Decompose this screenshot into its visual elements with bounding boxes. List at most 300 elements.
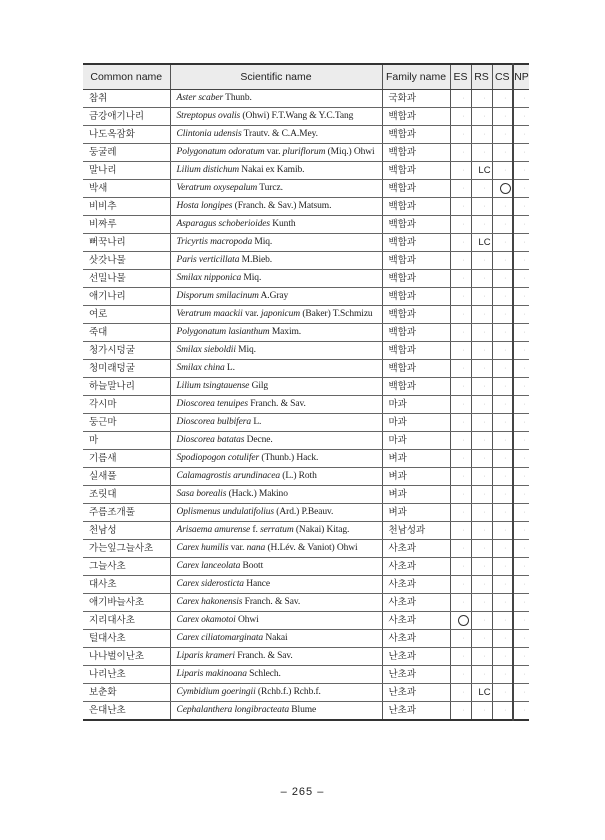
rs-status-cell: LC	[471, 684, 492, 702]
cs-status-cell: ·	[492, 378, 513, 396]
table-row	[83, 90, 529, 108]
cs-status-cell: ·	[492, 648, 513, 666]
rs-status-cell: ·	[471, 396, 492, 414]
scientific-name-cell	[170, 198, 382, 216]
np-status-cell: ·	[513, 324, 529, 342]
scientific-name-cell	[170, 702, 382, 721]
cs-status-cell: ·	[492, 630, 513, 648]
es-status-cell: ·	[450, 252, 471, 270]
scientific-name-italic: Tricyrtis macropoda	[176, 237, 253, 247]
common-name-cell: 그늘사초	[83, 558, 170, 576]
scientific-name-cell	[170, 126, 382, 144]
np-status-cell: ·	[513, 432, 529, 450]
es-status-cell: ·	[450, 576, 471, 594]
scientific-name-author: Blume	[289, 705, 317, 715]
scientific-name-author: Miq.	[241, 273, 262, 283]
common-name-cell: 나리난초	[83, 666, 170, 684]
family-name-cell: 천남성과	[382, 522, 450, 540]
common-name-cell: 둥근마	[83, 414, 170, 432]
common-name-cell: 하늘말나리	[83, 378, 170, 396]
family-name-cell: 난초과	[382, 648, 450, 666]
family-name-cell: 백합과	[382, 180, 450, 198]
family-name-cell: 백합과	[382, 234, 450, 252]
scientific-name-author: Franch. & Sav.	[234, 651, 293, 661]
table-row	[83, 522, 529, 540]
scientific-name-author: (Franch. & Sav.) Matsum.	[232, 201, 332, 211]
cs-status-cell: ·	[492, 432, 513, 450]
family-name-cell: 벼과	[382, 468, 450, 486]
cs-status-cell: ·	[492, 342, 513, 360]
np-status-cell: ·	[513, 216, 529, 234]
scientific-name-italic: Paris verticillata	[176, 255, 240, 265]
table-row	[83, 360, 529, 378]
table-row	[83, 540, 529, 558]
scientific-name-italic: Calamagrostis arundinacea	[176, 471, 280, 481]
scientific-name-cell	[170, 378, 382, 396]
scientific-name-author: Decne.	[244, 435, 273, 445]
common-name-cell: 천남성	[83, 522, 170, 540]
scientific-name-italic: Cymbidium goeringii	[176, 687, 256, 697]
header-np: NP	[513, 64, 529, 90]
common-name-cell: 주름조개풀	[83, 504, 170, 522]
header-family-name: Family name	[382, 64, 450, 90]
es-status-cell: ·	[450, 540, 471, 558]
table-row	[83, 342, 529, 360]
es-status-cell: ·	[450, 684, 471, 702]
rs-status-cell: LC	[471, 162, 492, 180]
scientific-name-italic: Lilium distichum	[176, 165, 240, 175]
rs-status-cell: ·	[471, 630, 492, 648]
family-name-cell: 벼과	[382, 486, 450, 504]
scientific-name-cell	[170, 594, 382, 612]
scientific-name-italic: Carex okamotoi	[176, 615, 236, 625]
cs-status-cell: ·	[492, 306, 513, 324]
es-status-cell: ·	[450, 288, 471, 306]
scientific-name-italic: Carex humilis	[176, 543, 229, 553]
common-name-cell: 애기나리	[83, 288, 170, 306]
table-row	[83, 306, 529, 324]
es-status-cell: ·	[450, 234, 471, 252]
family-name-cell: 백합과	[382, 144, 450, 162]
scientific-name-italic: Smilax nipponica	[176, 273, 242, 283]
np-status-cell: ·	[513, 162, 529, 180]
header-cs: CS	[492, 64, 513, 90]
cs-status-cell: ·	[492, 486, 513, 504]
common-name-cell: 은대난초	[83, 702, 170, 721]
table-row	[83, 612, 529, 630]
header-common-name: Common name	[83, 64, 170, 90]
scientific-name-author: var.	[242, 309, 261, 319]
table-row	[83, 486, 529, 504]
rs-status-cell: ·	[471, 594, 492, 612]
table-row	[83, 450, 529, 468]
scientific-name-cell	[170, 666, 382, 684]
common-name-cell: 나나벌이난초	[83, 648, 170, 666]
es-status-cell: ·	[450, 432, 471, 450]
scientific-name-author: Nakai ex Kamib.	[239, 165, 305, 175]
np-status-cell: ·	[513, 702, 529, 721]
family-name-cell: 백합과	[382, 270, 450, 288]
scientific-name-author: f.	[250, 525, 261, 535]
es-status-cell: ·	[450, 414, 471, 432]
scientific-name-author: Maxim.	[269, 327, 302, 337]
table-row	[83, 378, 529, 396]
scientific-name-author: M.Bieb.	[239, 255, 273, 265]
family-name-cell: 벼과	[382, 450, 450, 468]
scientific-name-italic: Asparagus schoberioides	[176, 219, 270, 229]
scientific-name-cell	[170, 558, 382, 576]
family-name-cell: 사초과	[382, 558, 450, 576]
scientific-name-author: Trautv. & C.A.Mey.	[241, 129, 318, 139]
scientific-name-italic: Sasa borealis	[176, 489, 227, 499]
family-name-cell: 난초과	[382, 666, 450, 684]
table-row	[83, 594, 529, 612]
scientific-name-cell	[170, 288, 382, 306]
rs-status-cell: ·	[471, 468, 492, 486]
common-name-cell: 참취	[83, 90, 170, 108]
cs-status-cell: ·	[492, 450, 513, 468]
np-status-cell: ·	[513, 540, 529, 558]
np-status-cell: ·	[513, 594, 529, 612]
scientific-name-author: Schlech.	[246, 669, 281, 679]
es-status-cell: ·	[450, 396, 471, 414]
scientific-name-cell	[170, 432, 382, 450]
rs-status-cell: ·	[471, 144, 492, 162]
common-name-cell: 여로	[83, 306, 170, 324]
common-name-cell: 조릿대	[83, 486, 170, 504]
family-name-cell: 백합과	[382, 108, 450, 126]
table-row	[83, 576, 529, 594]
scientific-name-author: Miq.	[252, 237, 273, 247]
scientific-name-italic: nana	[246, 543, 266, 553]
np-status-cell: ·	[513, 306, 529, 324]
rs-status-cell: ·	[471, 306, 492, 324]
table-row	[83, 558, 529, 576]
scientific-name-cell	[170, 108, 382, 126]
family-name-cell: 백합과	[382, 162, 450, 180]
scientific-name-italic: Streptopus ovalis	[176, 111, 241, 121]
es-status-cell: ·	[450, 324, 471, 342]
common-name-cell: 지리대사초	[83, 612, 170, 630]
np-status-cell: ·	[513, 612, 529, 630]
scientific-name-author: Turcz.	[257, 183, 283, 193]
cs-status-cell: ·	[492, 522, 513, 540]
scientific-name-italic: Carex lanceolata	[176, 561, 241, 571]
rs-status-cell: ·	[471, 198, 492, 216]
table-row	[83, 216, 529, 234]
cs-status-cell: ·	[492, 612, 513, 630]
rs-status-cell: ·	[471, 540, 492, 558]
table-row	[83, 396, 529, 414]
scientific-name-italic: Carex siderosticta	[176, 579, 244, 589]
es-status-cell: ·	[450, 270, 471, 288]
es-status-cell: ·	[450, 162, 471, 180]
scientific-name-italic: Spodiopogon cotulifer	[176, 453, 260, 463]
rs-status-cell: ·	[471, 450, 492, 468]
scientific-name-italic: Hosta longipes	[176, 201, 233, 211]
rs-status-cell: ·	[471, 522, 492, 540]
scientific-name-italic: Carex ciliatomarginata	[176, 633, 264, 643]
scientific-name-italic: Disporum smilacinum	[176, 291, 259, 301]
scientific-name-cell	[170, 90, 382, 108]
table-row	[83, 180, 529, 198]
common-name-cell: 선밀나물	[83, 270, 170, 288]
cs-status-cell: ·	[492, 702, 513, 721]
table-row	[83, 126, 529, 144]
scientific-name-italic: Veratrum maackii	[176, 309, 243, 319]
rs-status-cell: ·	[471, 558, 492, 576]
rs-status-cell: ·	[471, 108, 492, 126]
cs-status-cell: ·	[492, 360, 513, 378]
table-row	[83, 324, 529, 342]
cs-status-cell: ·	[492, 90, 513, 108]
common-name-cell: 뻐꾹나리	[83, 234, 170, 252]
common-name-cell: 금강애기나리	[83, 108, 170, 126]
np-status-cell: ·	[513, 666, 529, 684]
scientific-name-cell	[170, 252, 382, 270]
common-name-cell: 보춘화	[83, 684, 170, 702]
es-status-cell: ·	[450, 198, 471, 216]
table-row	[83, 198, 529, 216]
scientific-name-italic: Clintonia udensis	[176, 129, 242, 139]
rs-status-cell: ·	[471, 666, 492, 684]
rs-status-cell: ·	[471, 432, 492, 450]
scientific-name-author: L.	[224, 363, 235, 373]
scientific-name-author: Nakai	[263, 633, 288, 643]
es-status-cell: ·	[450, 666, 471, 684]
common-name-cell: 실새풀	[83, 468, 170, 486]
scientific-name-cell	[170, 216, 382, 234]
scientific-name-italic: Dioscorea batatas	[176, 435, 245, 445]
scientific-name-italic: serratum	[260, 525, 294, 535]
scientific-name-cell	[170, 630, 382, 648]
cs-status-cell: ·	[492, 288, 513, 306]
scientific-name-cell	[170, 522, 382, 540]
scientific-name-italic: Oplismenus undulatifolius	[176, 507, 275, 517]
cs-status-cell: ·	[492, 108, 513, 126]
scientific-name-cell	[170, 234, 382, 252]
rs-status-cell: ·	[471, 180, 492, 198]
scientific-name-italic: Smilax sieboldii	[176, 345, 236, 355]
cs-status-cell: ·	[492, 504, 513, 522]
es-status-cell	[450, 612, 471, 630]
scientific-name-cell	[170, 144, 382, 162]
scientific-name-cell	[170, 540, 382, 558]
scientific-name-italic: Liparis krameri	[176, 651, 235, 661]
scientific-name-cell	[170, 414, 382, 432]
common-name-cell: 청가시덩굴	[83, 342, 170, 360]
common-name-cell: 둥굴레	[83, 144, 170, 162]
rs-status-cell: ·	[471, 702, 492, 721]
scientific-name-cell	[170, 162, 382, 180]
rs-status-cell: ·	[471, 576, 492, 594]
family-name-cell: 난초과	[382, 702, 450, 721]
np-status-cell: ·	[513, 252, 529, 270]
scientific-name-italic: Dioscorea bulbifera	[176, 417, 252, 427]
np-status-cell: ·	[513, 414, 529, 432]
es-status-cell: ·	[450, 594, 471, 612]
cs-status-cell: ·	[492, 216, 513, 234]
rs-status-cell: ·	[471, 486, 492, 504]
table-row	[83, 162, 529, 180]
es-status-cell: ·	[450, 630, 471, 648]
es-status-cell: ·	[450, 306, 471, 324]
scientific-name-italic: Dioscorea tenuipes	[176, 399, 248, 409]
scientific-name-italic: Cephalanthera longibracteata	[176, 705, 290, 715]
common-name-cell: 각시마	[83, 396, 170, 414]
scientific-name-author: Gilg	[249, 381, 269, 391]
scientific-name-author: Kunth	[270, 219, 296, 229]
family-name-cell: 사초과	[382, 576, 450, 594]
common-name-cell: 청미래덩굴	[83, 360, 170, 378]
family-name-cell: 백합과	[382, 288, 450, 306]
cs-status-cell: ·	[492, 666, 513, 684]
es-status-cell: ·	[450, 522, 471, 540]
family-name-cell: 마과	[382, 414, 450, 432]
es-status-cell: ·	[450, 378, 471, 396]
es-status-cell: ·	[450, 342, 471, 360]
table-header-row	[83, 64, 529, 90]
scientific-name-author: Ohwi	[235, 615, 259, 625]
np-status-cell: ·	[513, 360, 529, 378]
table-body	[83, 90, 529, 721]
cs-status-cell: ·	[492, 684, 513, 702]
rs-status-cell: ·	[471, 360, 492, 378]
np-status-cell: ·	[513, 486, 529, 504]
circle-mark-icon	[500, 183, 511, 194]
table-row	[83, 504, 529, 522]
family-name-cell: 백합과	[382, 324, 450, 342]
es-status-cell: ·	[450, 180, 471, 198]
scientific-name-cell	[170, 504, 382, 522]
cs-status-cell: ·	[492, 594, 513, 612]
rs-status-cell: ·	[471, 342, 492, 360]
family-name-cell: 사초과	[382, 540, 450, 558]
common-name-cell: 애기바늘사초	[83, 594, 170, 612]
scientific-name-italic: Veratrum oxysepalum	[176, 183, 258, 193]
family-name-cell: 벼과	[382, 504, 450, 522]
scientific-name-author: (Ard.) P.Beauv.	[274, 507, 334, 517]
header-es: ES	[450, 64, 471, 90]
es-status-cell: ·	[450, 360, 471, 378]
rs-status-cell: ·	[471, 90, 492, 108]
header-scientific-name: Scientific name	[170, 64, 382, 90]
np-status-cell: ·	[513, 288, 529, 306]
family-name-cell: 백합과	[382, 126, 450, 144]
np-status-cell: ·	[513, 342, 529, 360]
scientific-name-cell	[170, 324, 382, 342]
cs-status-cell: ·	[492, 468, 513, 486]
np-status-cell: ·	[513, 648, 529, 666]
scientific-name-author: (Miq.) Ohwi	[325, 147, 375, 157]
scientific-name-author: (H.Lév. & Vaniot) Ohwi	[265, 543, 358, 553]
es-status-cell: ·	[450, 504, 471, 522]
scientific-name-author: (Hack.) Makino	[226, 489, 288, 499]
table-row	[83, 288, 529, 306]
common-name-cell: 비짜루	[83, 216, 170, 234]
cs-status-cell: ·	[492, 198, 513, 216]
es-status-cell: ·	[450, 468, 471, 486]
rs-status-cell: ·	[471, 612, 492, 630]
scientific-name-cell	[170, 342, 382, 360]
scientific-name-italic: Smilax china	[176, 363, 225, 373]
common-name-cell: 나도옥잠화	[83, 126, 170, 144]
family-name-cell: 사초과	[382, 612, 450, 630]
np-status-cell: ·	[513, 198, 529, 216]
common-name-cell: 대사초	[83, 576, 170, 594]
scientific-name-italic: Arisaema amurense	[176, 525, 251, 535]
rs-status-cell: ·	[471, 378, 492, 396]
rs-status-cell: ·	[471, 126, 492, 144]
np-status-cell: ·	[513, 558, 529, 576]
np-status-cell: ·	[513, 126, 529, 144]
circle-mark-icon	[458, 615, 469, 626]
scientific-name-author: Thunb.	[223, 93, 252, 103]
es-status-cell: ·	[450, 126, 471, 144]
scientific-name-cell	[170, 468, 382, 486]
cs-status-cell: ·	[492, 576, 513, 594]
family-name-cell: 난초과	[382, 684, 450, 702]
header-rs: RS	[471, 64, 492, 90]
np-status-cell: ·	[513, 450, 529, 468]
np-status-cell: ·	[513, 108, 529, 126]
common-name-cell: 가는잎그늘사초	[83, 540, 170, 558]
cs-status-cell: ·	[492, 540, 513, 558]
cs-status-cell: ·	[492, 162, 513, 180]
table-row	[83, 234, 529, 252]
scientific-name-italic: Lilium tsingtauense	[176, 381, 250, 391]
np-status-cell: ·	[513, 468, 529, 486]
es-status-cell: ·	[450, 486, 471, 504]
common-name-cell: 기름새	[83, 450, 170, 468]
family-name-cell: 마과	[382, 432, 450, 450]
scientific-name-author: Boott	[240, 561, 264, 571]
scientific-name-cell	[170, 450, 382, 468]
family-name-cell: 백합과	[382, 360, 450, 378]
es-status-cell: ·	[450, 216, 471, 234]
family-name-cell: 국화과	[382, 90, 450, 108]
common-name-cell: 죽대	[83, 324, 170, 342]
family-name-cell: 마과	[382, 396, 450, 414]
scientific-name-author: Franch. & Sav.	[247, 399, 306, 409]
scientific-name-cell	[170, 270, 382, 288]
table-row	[83, 414, 529, 432]
scientific-name-author: (Nakai) Kitag.	[293, 525, 350, 535]
family-name-cell: 백합과	[382, 378, 450, 396]
table-row	[83, 666, 529, 684]
common-name-cell: 말나리	[83, 162, 170, 180]
cs-status-cell	[492, 180, 513, 198]
scientific-name-cell	[170, 360, 382, 378]
scientific-name-author: (L.) Roth	[280, 471, 317, 481]
family-name-cell: 백합과	[382, 252, 450, 270]
np-status-cell: ·	[513, 396, 529, 414]
scientific-name-author: Franch. & Sav.	[242, 597, 301, 607]
scientific-name-author: (Thunb.) Hack.	[259, 453, 319, 463]
scientific-name-author: Miq.	[235, 345, 256, 355]
family-name-cell: 사초과	[382, 630, 450, 648]
scientific-name-cell	[170, 648, 382, 666]
scientific-name-italic: Polygonatum odoratum	[176, 147, 265, 157]
scientific-name-cell	[170, 180, 382, 198]
scientific-name-cell	[170, 576, 382, 594]
table-row	[83, 252, 529, 270]
scientific-name-author: (Rchb.f.) Rchb.f.	[255, 687, 321, 697]
scientific-name-author: var.	[264, 147, 283, 157]
table-row	[83, 684, 529, 702]
scientific-name-italic: pluriflorum	[282, 147, 326, 157]
es-status-cell: ·	[450, 144, 471, 162]
